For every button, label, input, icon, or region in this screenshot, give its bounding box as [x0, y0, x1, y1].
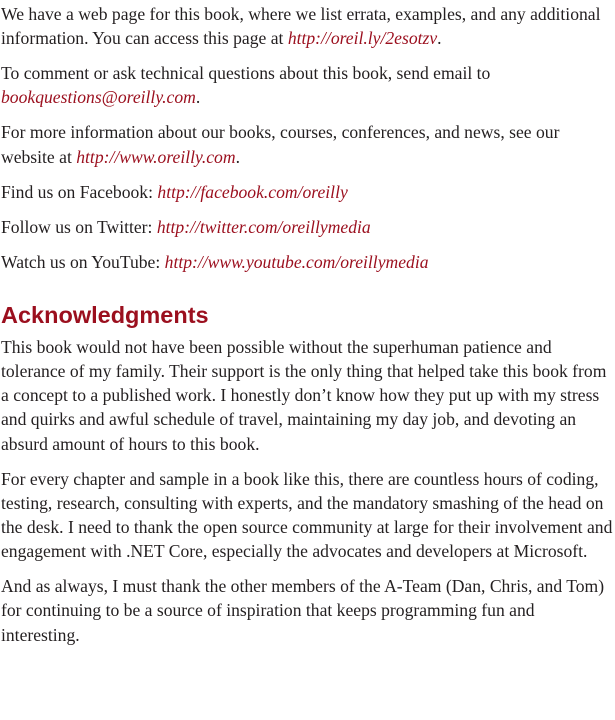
- acknowledgments-heading: Acknowledgments: [1, 301, 209, 328]
- twitter-paragraph: [1, 215, 615, 239]
- youtube-link[interactable]: http://www.youtube.com/oreillymedia: [164, 251, 429, 272]
- website-period: .: [235, 146, 240, 167]
- facebook-text: Find us on Facebook:: [1, 181, 158, 202]
- errata-period: .: [437, 28, 442, 49]
- email-link[interactable]: bookquestions@oreilly.com: [1, 87, 196, 108]
- website-text: For more information about our books, courses, conferences, and news, see our website at: [1, 122, 560, 167]
- website-paragraph: [1, 120, 615, 168]
- website-link[interactable]: http://www.oreilly.com: [76, 146, 236, 167]
- twitter-text: Follow us on Twitter:: [1, 216, 157, 237]
- youtube-text: Watch us on YouTube:: [1, 251, 165, 272]
- email-paragraph: [1, 61, 615, 109]
- youtube-paragraph: [1, 250, 615, 274]
- acknowledgments-paragraph-community: For every chapter and sample in a book like this, there are countless hours of coding, testing, research, consulting with experts, and the mandatory smashing of the head on the desk. I need to thank the open source community at large for their involvement and engagement with .NET Core, especially the advocates and developers at Microsoft.: [1, 468, 613, 562]
- acknowledgments-paragraph-family: This book would not have been possible without the superhuman patience and tolerance of my family. Their support is the only thing that helped take this book from a concept to a published work. I honestly don’t know how they put up with my stress and quirks and awful schedule of travel, maintaining my day job, and devoting an absurd amount of hours to this book.: [1, 336, 607, 454]
- facebook-paragraph: [1, 180, 615, 204]
- email-text: To comment or ask technical questions about this book, send email to: [1, 63, 491, 84]
- errata-link[interactable]: http://oreil.ly/2esotzv: [287, 28, 438, 49]
- facebook-link[interactable]: http://facebook.com/oreilly: [157, 181, 348, 202]
- email-period: .: [195, 87, 201, 108]
- errata-text: We have a web page for this book, where we list errata, examples, and any additional information. You can access this page at: [1, 4, 601, 49]
- errata-paragraph: [1, 2, 615, 50]
- twitter-link[interactable]: http://twitter.com/oreillymedia: [156, 216, 371, 237]
- acknowledgments-paragraph-ateam: And as always, I must thank the other members of the A-Team (Dan, Chris, and Tom) for continuing to be a source of inspiration that keeps programming fun and interesting.: [1, 576, 605, 645]
